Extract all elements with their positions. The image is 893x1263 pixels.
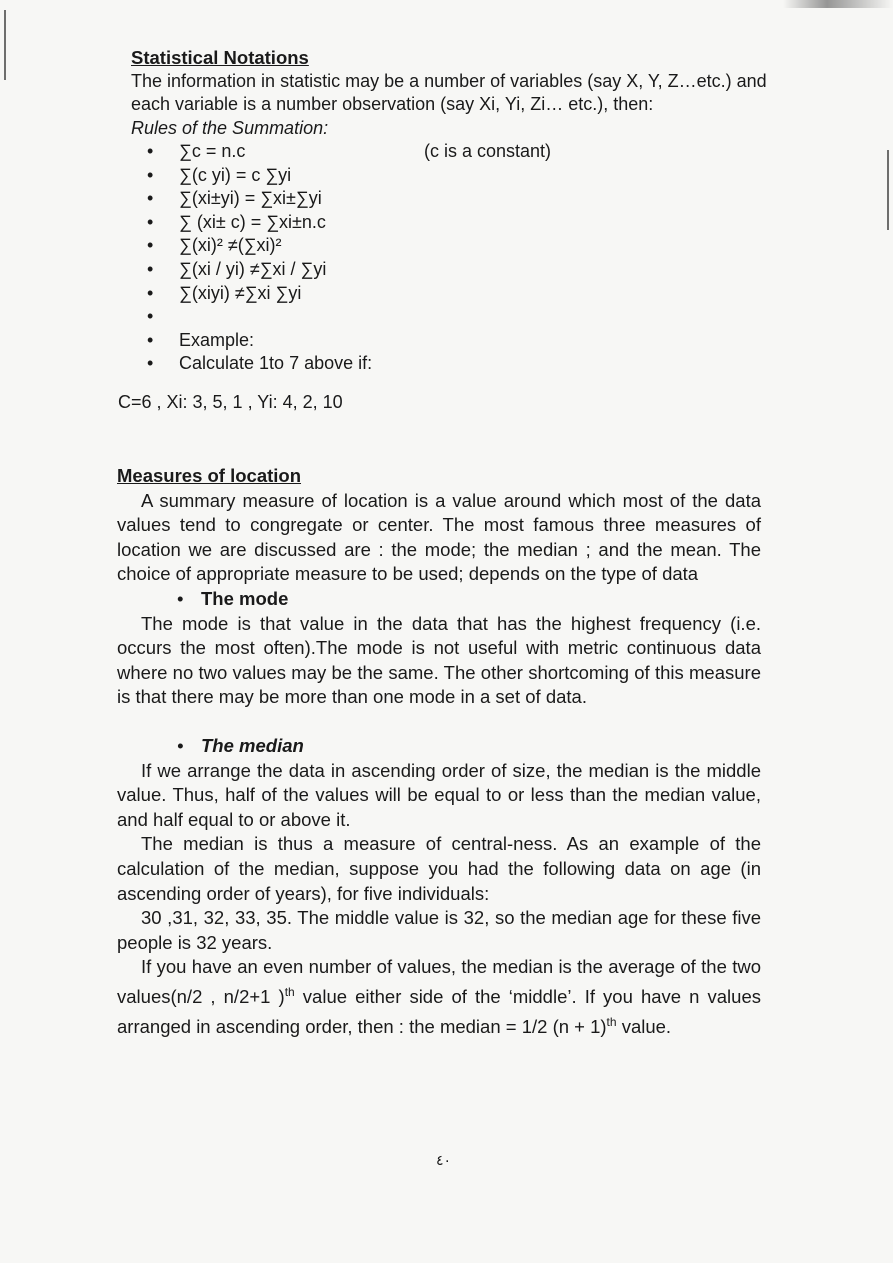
statistical-notations-section: [131, 46, 771, 376]
section-title: Measures of location: [117, 465, 302, 486]
list-item: • ∑(xi / yi) ≠∑xi / ∑yi: [147, 258, 771, 282]
subheading-mode: • The mode: [117, 587, 761, 612]
paragraph: If we arrange the data in ascending order of size, the median is the middle value. Thus, half of the values will be equal to or less than the median value, and half equal to or above it.: [117, 759, 761, 830]
subheading-median: • The median: [117, 734, 761, 759]
rule-note: (c is a constant): [424, 141, 552, 161]
paragraph: The median is thus a measure of central-ness. As an example of the calculation of the median, suppose you had the following data on age (in ascending order of years), for five individuals:: [117, 833, 761, 904]
list-item: • Calculate 1to 7 above if:: [147, 352, 771, 376]
list-item: • ∑(xi)² ≠(∑xi)²: [147, 234, 771, 258]
paragraph: If you have an even number of values, the median is the average of the two values(n/2 , n/2+1 )$^{th}$ value either side of the ‘middle’. If you have n values arranged in ascending order, then : the median = 1/2 $(n + 1)^{th}$ value.: [117, 956, 761, 1037]
paragraph: The mode is that value in the data that has the highest frequency (i.e. occurs the most often).The mode is not useful with metric continuous data where no two values may be the same. The other shortcoming of this measure is that there may be more than one mode in a set of data.: [117, 612, 761, 708]
scan-edge-mark: [887, 150, 889, 230]
intro-paragraph: The information in statistic may be a number of variables (say X, Y, Z…etc.) and each variable is a number observation (say Xi, Yi, Zi… etc.), then:: [131, 70, 767, 114]
given-values: C=6 , Xi: 3, 5, 1 , Yi: 4, 2, 10: [118, 392, 343, 412]
section-title: Statistical Notations: [131, 47, 309, 68]
list-item: • ∑c = n.c (c is a constant): [147, 140, 771, 164]
list-item: • ∑(xiyi) ≠∑xi ∑yi: [147, 282, 771, 306]
rules-list: [131, 140, 771, 376]
list-item: [147, 305, 771, 329]
scan-corner-mark: [783, 0, 893, 8]
page-number: ٤٠: [436, 1152, 452, 1168]
list-item: • ∑ (xi± c) = ∑xi±n.c: [147, 211, 771, 235]
paragraph: A summary measure of location is a value around which most of the data values tend to congregate or center. The most famous three measures of location we are discussed are : the mode; the median ; and the mean. The choice of appropriate measure to be used; depends on the type of data: [117, 489, 761, 585]
rules-title: Rules of the Summation:: [131, 117, 329, 138]
scan-edge-mark: [4, 10, 6, 80]
measures-of-location-section: [117, 464, 761, 1039]
list-item: • ∑(c yi) = c ∑yi: [147, 164, 771, 188]
paragraph: 30 ,31, 32, 33, 35. The middle value is 32, so the median age for these five people is 32 years.: [117, 907, 761, 953]
list-item: • ∑(xi±yi) = ∑xi±∑yi: [147, 187, 771, 211]
list-item: • Example:: [147, 329, 771, 353]
